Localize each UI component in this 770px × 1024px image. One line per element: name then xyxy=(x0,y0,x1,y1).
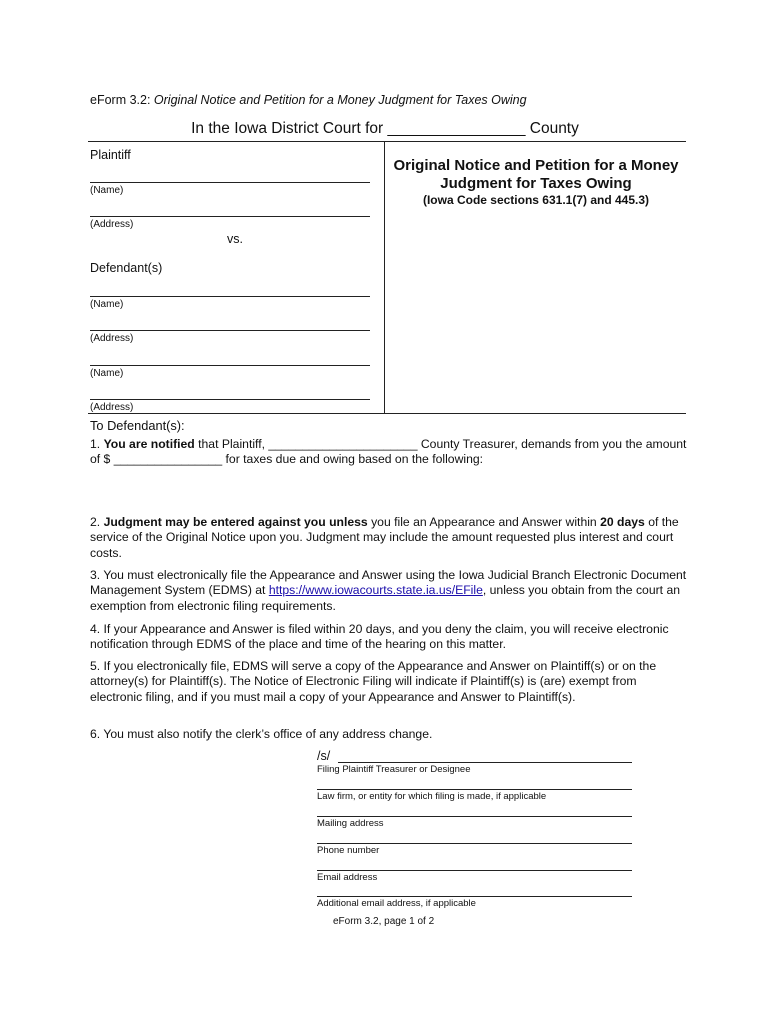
email-field[interactable] xyxy=(317,870,632,871)
caption-top-rule xyxy=(88,141,686,142)
caption-bottom-rule xyxy=(88,413,686,414)
form-header xyxy=(90,93,527,107)
paragraph-6: 6. You must also notify the clerk’s office of any address change. xyxy=(90,727,433,741)
signature-field[interactable] xyxy=(338,762,632,763)
defendant1-address-field[interactable] xyxy=(90,330,370,331)
additional-email-field[interactable] xyxy=(317,896,632,897)
vs-label: vs. xyxy=(227,232,243,246)
defendant1-name-label: (Name) xyxy=(90,299,124,310)
p3-text-2: , unless you obtain from the court an exemption from electronic filing requirements. xyxy=(90,583,681,613)
mailing-address-label: Mailing address xyxy=(317,818,384,829)
plaintiff-address-label: (Address) xyxy=(90,219,134,230)
email-label: Email address xyxy=(317,872,378,883)
p3-text: 3. You must electronically file the Appearance and Answer using the Iowa Judicial Branch Electronic Document Management System (EDMS) at xyxy=(90,568,687,598)
p1-number: 1. xyxy=(90,437,101,451)
paragraph-1 xyxy=(90,437,690,468)
law-firm-field[interactable] xyxy=(317,789,632,790)
form-label: eForm 3.2: xyxy=(90,93,151,107)
plaintiff-address-field[interactable] xyxy=(90,216,370,217)
p2-text-2: of the service of the Original Notice upon you. Judgment may include the amount requested plus interest and court costs. xyxy=(90,515,679,560)
defendant1-address-label: (Address) xyxy=(90,333,134,344)
p1-bold: You are notified xyxy=(103,437,195,451)
defendant1-name-field[interactable] xyxy=(90,296,370,297)
document-statute-reference: (Iowa Code sections 631.1(7) and 445.3) xyxy=(422,193,650,207)
paragraph-5: 5. If you electronically file, EDMS will serve a copy of the Appearance and Answer on Plaintiff(s) or on the attorney(s) for Plaintiff(s). The Notice of Electronic Filing will indicate if Plaintiff(s) is (are) exempt from electronic filing, and if you must mail a copy of your Appearance and Answer to Plaintiff(s). xyxy=(90,659,657,704)
plaintiff-name-label: (Name) xyxy=(90,185,124,196)
p2-bold-days: 20 days xyxy=(600,515,645,529)
defendant2-name-field[interactable] xyxy=(90,365,370,366)
additional-email-label: Additional email address, if applicable xyxy=(317,898,476,909)
p2-text: you file an Appearance and Answer within xyxy=(367,515,601,529)
page-footer: eForm 3.2, page 1 of 2 xyxy=(333,916,435,927)
plaintiff-name-field[interactable] xyxy=(90,182,370,183)
paragraph-4: 4. If your Appearance and Answer is filed within 20 days, and you deny the claim, you will receive electronic notification through EDMS of the place and time of the hearing on this matter. xyxy=(90,622,669,652)
defendant2-address-field[interactable] xyxy=(90,399,370,400)
phone-label: Phone number xyxy=(317,845,380,856)
law-firm-label: Law firm, or entity for which filing is made, if applicable xyxy=(317,791,547,802)
to-defendants-label: To Defendant(s): xyxy=(90,418,185,433)
p2-number: 2. xyxy=(90,515,101,529)
phone-field[interactable] xyxy=(317,843,632,844)
mailing-address-field[interactable] xyxy=(317,816,632,817)
signature-label: Filing Plaintiff Treasurer or Designee xyxy=(317,764,471,775)
caption-divider xyxy=(384,141,385,413)
paragraph-2 xyxy=(90,515,690,561)
defendant2-name-label: (Name) xyxy=(90,368,124,379)
p2-bold: Judgment may be entered against you unless xyxy=(103,515,368,529)
plaintiff-label: Plaintiff xyxy=(90,148,131,162)
paragraph-3 xyxy=(90,568,690,614)
efile-link[interactable]: https://www.iowacourts.state.ia.us/EFile xyxy=(268,583,483,598)
p1-text: that Plaintiff, ______________________ County Treasurer, demands from you the amount of $ ________________ for taxes due and owing based on the following: xyxy=(90,437,687,467)
form-title: Original Notice and Petition for a Money Judgment for Taxes Owing xyxy=(153,93,527,107)
court-line: In the Iowa District Court for ________________ County xyxy=(191,120,579,137)
slash-s: /s/ xyxy=(317,749,331,763)
defendant2-address-label: (Address) xyxy=(90,402,134,413)
document-title: Original Notice and Petition for a Money Judgment for Taxes Owing xyxy=(393,157,679,192)
defendant-label: Defendant(s) xyxy=(90,261,163,275)
